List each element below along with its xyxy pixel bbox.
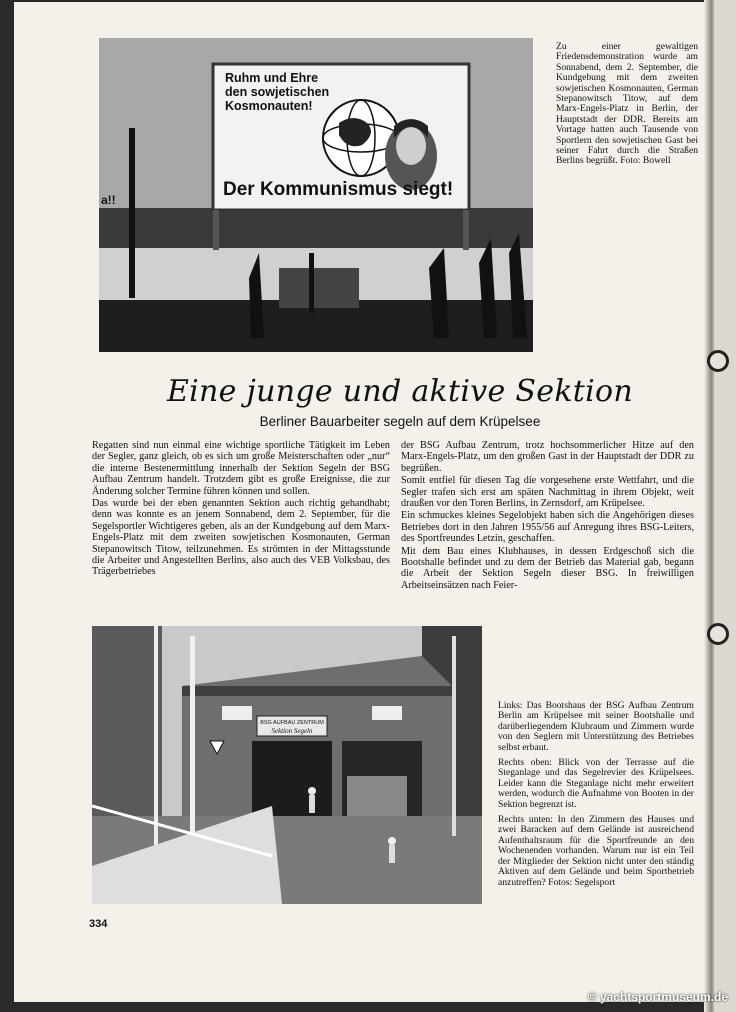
truck [347,776,407,816]
article-paragraph: Regatten sind nun einmal eine wichtige sportliche Tätigkeit im Leben der Segler, ganz gleich, ob es sich um große Meisterschaften oder „nur“ die interne Bestenermittlung innerhalb der Sektion Segeln der BSG Aufbau Zentrum handelt. Trotzdem gibt es große Ereignisse, die zur Änderung solcher Termine führen können und sollen. [92,440,390,497]
boathouse-sign-line1: BSG AUFBAU ZENTRUM [260,720,324,726]
boathouse-sign-line2: Sektion Segeln [271,727,313,735]
photo-rally [99,38,533,352]
boat-hall-door [252,741,332,816]
binding-ring [707,350,729,372]
mast [154,626,158,856]
caption-boathouse-right-bottom: Rechts unten: In den Zimmern des Hauses und zwei Baracken auf dem Gelände ist ausreichend Aufenthaltsraum für die Sportfreunde an den Wochenenden vorhanden. Warum nur ist ein Teil der Mitglieder der Sektion nicht unter den ständig Aktiven auf dem Gelände und beim Sportbetrieb anzutreffen? Fotos: Segelsport [498,814,694,888]
person [389,845,395,863]
tree-left [92,626,162,816]
caption-boathouse-left: Links: Das Bootshaus der BSG Aufbau Zentrum Berlin am Krüpelsee mit seiner Bootshalle und darüberliegendem Klubraum und Zimmern wurde von den Seglern mit Unterstützung des Betriebes selbst erbaut. [498,700,694,753]
billboard-line3: Kosmonauten! [225,99,313,113]
billboard-fragment: a!! [101,193,116,207]
person [309,795,315,813]
billboard-slogan: Der Kommunismus siegt! [223,179,454,200]
caption-boathouse-right-top: Rechts oben: Blick von der Terrasse auf die Steganlage und das Segelrevier des Krüpelsees. Leider kann die Steganlage nicht mehr erweitert werden, wodurch die Aufnahme von Booten in der Sektion begrenzt ist. [498,757,694,810]
mast [452,636,456,836]
rally-scene-svg [99,38,533,352]
caption-rally [556,42,698,172]
tribune-center [279,268,359,308]
photo-boathouse [92,626,482,904]
boathouse-scene-svg [92,626,482,904]
billboard-line2: den sowjetischen [225,85,330,99]
article-paragraph: der BSG Aufbau Zentrum, trotz hochsommerlicher Hitze auf den Marx-Engels-Platz, um den großen Gast in der Hauptstadt der DDR zu begrüßen. [401,440,694,474]
article-column-1 [92,440,390,579]
article-paragraph: Ein schmuckes kleines Segelobjekt haben sich die Angehörigen dieses Betriebes dort in den Jahren 1955/56 auf Anregung ihres BSG-Leiters, des Sportfreundes Letzin, geschaffen. [401,510,694,545]
page-number: 334 [89,918,108,930]
article-paragraph: Mit dem Bau eines Klubhauses, in dessen Erdgeschoß sich die Bootshalle befindet und zu dem der Betrieb das Material gab, begann die Arbeit der Sektion Segeln dieser BSG. In freiwilligen Arbeitseinsätzen nach Feier- [401,545,694,591]
article-subtitle: Berliner Bauarbeiter segeln auf dem Krüpelsee [259,414,541,429]
article-title: Eine junge und aktive Sektion [166,374,634,409]
next-page-edge [714,0,736,1012]
caption-rally-text: Zu einer gewaltigen Friedensdemonstration wurde am Sonnabend, dem 2. September, die Kundgebung mit dem zweiten sowjetischen Kosmonauten, German Stepanowitsch Titow, auf dem Marx-Engels-Platz in Berlin, der Hauptstadt der DDR. Bereits am Vortage hatten auch Tausende von Sportlern den sowjetischen Gast bei seiner Fahrt durch die Straßen Berlins begrüßt. Foto: Bowell [556,41,698,167]
binding-ring [707,623,729,645]
article-paragraph: Somit entfiel für diesen Tag die vorgesehene erste Wettfahrt, und die Segler trafen sich erst am späten Nachmittag in ihrem Objekt, weit draußen vor den Toren Berlins, in Zernsdorf, am Krüpelsee. [401,475,694,510]
caption-boathouse [498,701,694,893]
article-column-2 [401,440,694,592]
article-paragraph: Das wurde bei der eben genannten Sektion auch richtig gehandhabt; denn was konnte es an jenem Sonnabend, dem 2. September, für die Segelsportler Wichtigeres geben, als an der Kundgebung auf dem Marx-Engels-Platz mit dem zweiten sowjetischen Kosmonauten, German Stepanowitsch Titow, teilzunehmen. Es strömten in der Mittagsstunde die Arbeiter und Angestellten Berlins, also auch des VEB Volksbau, des Trägerbetriebes [92,498,390,578]
watermark: © yachtsportmuseum.de [587,990,728,1004]
billboard-line1: Ruhm und Ehre [225,71,319,85]
